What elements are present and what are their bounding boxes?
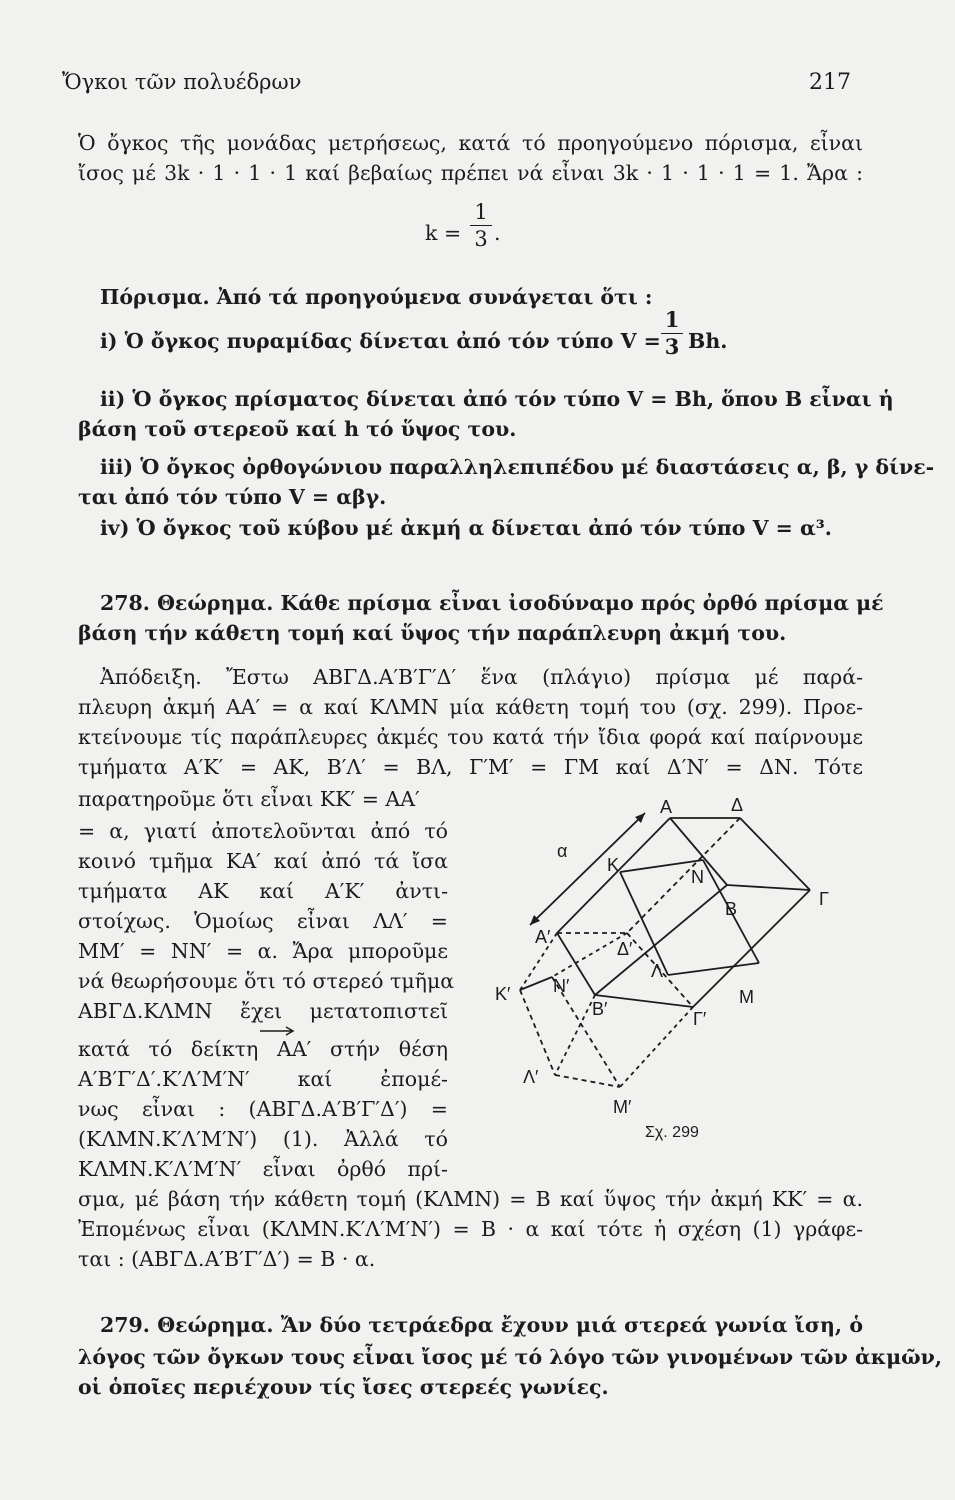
edge-d-g bbox=[740, 818, 810, 890]
proof-line-5: παρατηροῦμε ὅτι εἶναι ΚΚ′ = ΑΑ′ bbox=[78, 787, 420, 811]
proof-line-7: κοινό τμῆμα ΚΑ′ καί ἀπό τά ἴσα bbox=[78, 849, 448, 873]
label-N: Ν bbox=[691, 867, 704, 887]
extension-d1-n1 bbox=[552, 933, 627, 977]
corollary-iii-line2: ται ἀπό τόν τύπο V = αβγ. bbox=[78, 485, 387, 509]
para1-line2: ἴσος μέ 3k · 1 · 1 · 1 καί βεβαίως πρέπει νά εἶναι 3k · 1 · 1 · 1 = 1. Ἄρα : bbox=[78, 161, 863, 185]
label-G-prime: Γ′ bbox=[693, 1009, 707, 1029]
proof-line-18: σμα, μέ βάση τήν κάθετη τομή (ΚΛΜΝ) = Β καί ὕψος τήν ἀκμή ΚΚ′ = α. bbox=[78, 1187, 863, 1211]
section-k-l bbox=[620, 872, 668, 975]
formula-k-numerator: 1 bbox=[474, 200, 488, 224]
edge-b1-g1 bbox=[595, 995, 693, 1007]
proof-line-9: στοίχως. Ὁμοίως εἶναι ΛΛ′ = bbox=[78, 909, 448, 933]
label-D: Δ bbox=[731, 795, 744, 815]
proof-line-12: ΑΒΓΔ.ΚΛΜΝ ἔχει μετατοπιστεῖ bbox=[78, 999, 448, 1023]
corollary-i-fraction bbox=[661, 308, 683, 359]
label-N-prime: Ν′ bbox=[553, 976, 570, 996]
corollary-iii-line1: iii) Ὁ ὄγκος ὀρθογώνιου παραλληλεπιπέδου μέ διαστάσεις α, β, γ δίνε- bbox=[100, 455, 935, 479]
proof-line-14: Α′Β′Γ′Δ′.Κ′Λ′Μ′Ν′ καί ἐπομέ- bbox=[78, 1067, 448, 1091]
proof-line-2: πλευρη ἀκμή ΑΑ′ = α καί ΚΛΜΝ μία κάθετη τομή του (σχ. 299). Προε- bbox=[78, 695, 863, 719]
theorem-279-line2: λόγος τῶν ὄγκων τους εἶναι ἴσος μέ τό λόγο τῶν γινομένων τῶν ἀκμῶν, bbox=[78, 1345, 942, 1369]
proof-line-13: κατά τό δείκτη ΑΑ′ στήν θέση bbox=[78, 1037, 448, 1061]
vector-arrow-icon bbox=[258, 1023, 298, 1037]
proof-line-3: κτείνουμε τίς παράπλευρες ἀκμές του κατά τήν ἴδια φορά καί παίρνουμε bbox=[78, 725, 863, 749]
proof-line-11: νά θεωρήσουμε ὅτι τό στερεό τμῆμα bbox=[78, 969, 455, 993]
label-K: Κ bbox=[607, 855, 620, 875]
section-l1-m1 bbox=[555, 1075, 620, 1087]
label-K-prime: Κ′ bbox=[495, 984, 511, 1004]
label-L: Λ bbox=[651, 961, 664, 981]
theorem-278-line1: 278. Θεώρημα. Κάθε πρίσμα εἶναι ἰσοδύναμο πρός ὀρθό πρίσμα μέ bbox=[100, 591, 884, 615]
extension-g1-m1 bbox=[620, 1007, 693, 1087]
edge-b-g bbox=[727, 885, 810, 890]
theorem-279-line3: οἱ ὁποῖες περιέχουν τίς ἴσες στερεές γωνίες. bbox=[78, 1375, 609, 1399]
proof-line-20: ται : (ΑΒΓΔ.Α′Β′Γ′Δ′) = Β · α. bbox=[78, 1247, 376, 1271]
page-number: 217 bbox=[809, 70, 851, 95]
dimension-line-a bbox=[530, 813, 645, 925]
label-M-prime: Μ′ bbox=[613, 1097, 632, 1117]
formula-k-denominator: 3 bbox=[474, 227, 488, 251]
label-D-prime: Δ′ bbox=[617, 939, 633, 959]
proof-line-15: νως εἶναι : (ΑΒΓΔ.Α′Β′Γ′Δ′) = bbox=[78, 1097, 448, 1121]
corollary-i-numerator: 1 bbox=[664, 307, 680, 332]
running-header-title: Ὄγκοι τῶν πολυέδρων bbox=[62, 70, 302, 94]
proof-line-8: τμήματα ΑΚ καί Α′Κ′ ἀντι- bbox=[78, 879, 448, 903]
label-L-prime: Λ′ bbox=[523, 1067, 539, 1087]
proof-line-4: τμήματα Α′Κ′ = ΑΚ, Β′Λ′ = ΒΛ, Γ′Μ′ = ΓΜ καί Δ′Ν′ = ΔΝ. Τότε bbox=[78, 755, 863, 779]
proof-line-19: Ἐπομένως εἶναι (ΚΛΜΝ.Κ′Λ′Μ′Ν′) = Β · α καί τότε ἡ σχέση (1) γράφε- bbox=[78, 1217, 863, 1241]
corollary-i-text: i) Ὁ ὄγκος πυραμίδας δίνεται ἀπό τόν τύπο V = bbox=[100, 329, 661, 353]
edge-a-a1 bbox=[557, 818, 670, 933]
proof-line-16: (ΚΛΜΝ.Κ′Λ′Μ′Ν′) (1). Ἀλλά τό bbox=[78, 1127, 448, 1151]
figure-caption: Σχ. 299 bbox=[645, 1124, 699, 1141]
corollary-iv-line: iv) Ὁ ὄγκος τοῦ κύβου μέ ἀκμή α δίνεται ἀπό τόν τύπο V = α³. bbox=[100, 516, 832, 540]
section-k1-l1 bbox=[520, 990, 555, 1075]
corollary-ii-line1: ii) Ὁ ὄγκος πρίσματος δίνεται ἀπό τόν τύπο V = Bh, ὅπου B εἶναι ἡ bbox=[100, 387, 894, 411]
label-B-prime: Β′ bbox=[592, 999, 608, 1019]
proof-line-6: = α, γιατί ἀποτελοῦνται ἀπό τό bbox=[78, 819, 448, 843]
para1-line1: Ὁ ὄγκος τῆς μονάδας μετρήσεως, κατά τό προηγούμενο πόρισμα, εἶναι bbox=[78, 131, 863, 155]
proof-line-10: ΜΜ′ = ΝΝ′ = α. Ἄρα μποροῦμε bbox=[78, 939, 448, 963]
corollary-i-tail: Bh. bbox=[688, 329, 728, 353]
proof-line-17: ΚΛΜΝ.Κ′Λ′Μ′Ν′ εἶναι ὀρθό πρί- bbox=[78, 1157, 448, 1181]
label-B: Β bbox=[725, 899, 738, 919]
formula-k-lhs: k = bbox=[425, 221, 462, 245]
label-A-prime: Α′ bbox=[535, 927, 551, 947]
label-alpha: α bbox=[557, 841, 568, 861]
corollary-i-denominator: 3 bbox=[664, 334, 680, 359]
label-G: Γ bbox=[819, 889, 829, 909]
corollary-heading: Πόρισμα. Ἀπό τά προηγούμενα συνάγεται ὅτι : bbox=[100, 285, 653, 309]
formula-k-fraction bbox=[470, 200, 492, 251]
label-A: Α bbox=[660, 797, 673, 817]
theorem-278-line2: βάση τήν κάθετη τομή καί ὕψος τήν παράπλευρη ἀκμή του. bbox=[78, 621, 787, 645]
extension-b1-l1 bbox=[555, 995, 595, 1075]
corollary-ii-line2: βάση τοῦ στερεοῦ καί h τό ὕψος του. bbox=[78, 417, 517, 441]
formula-k-tail: . bbox=[494, 221, 501, 245]
proof-line-1: Ἀπόδειξη. Ἔστω ΑΒΓΔ.Α′Β′Γ′Δ′ ἕνα (πλάγιο) πρίσμα μέ παρά- bbox=[100, 665, 863, 689]
label-M: Μ bbox=[739, 987, 754, 1007]
section-l-m bbox=[668, 963, 759, 975]
theorem-279-line1: 279. Θεώρημα. Ἄν δύο τετράεδρα ἔχουν μιά στερεά γωνία ἴση, ὁ bbox=[100, 1313, 863, 1337]
figure-299-prism-diagram bbox=[495, 785, 845, 1155]
